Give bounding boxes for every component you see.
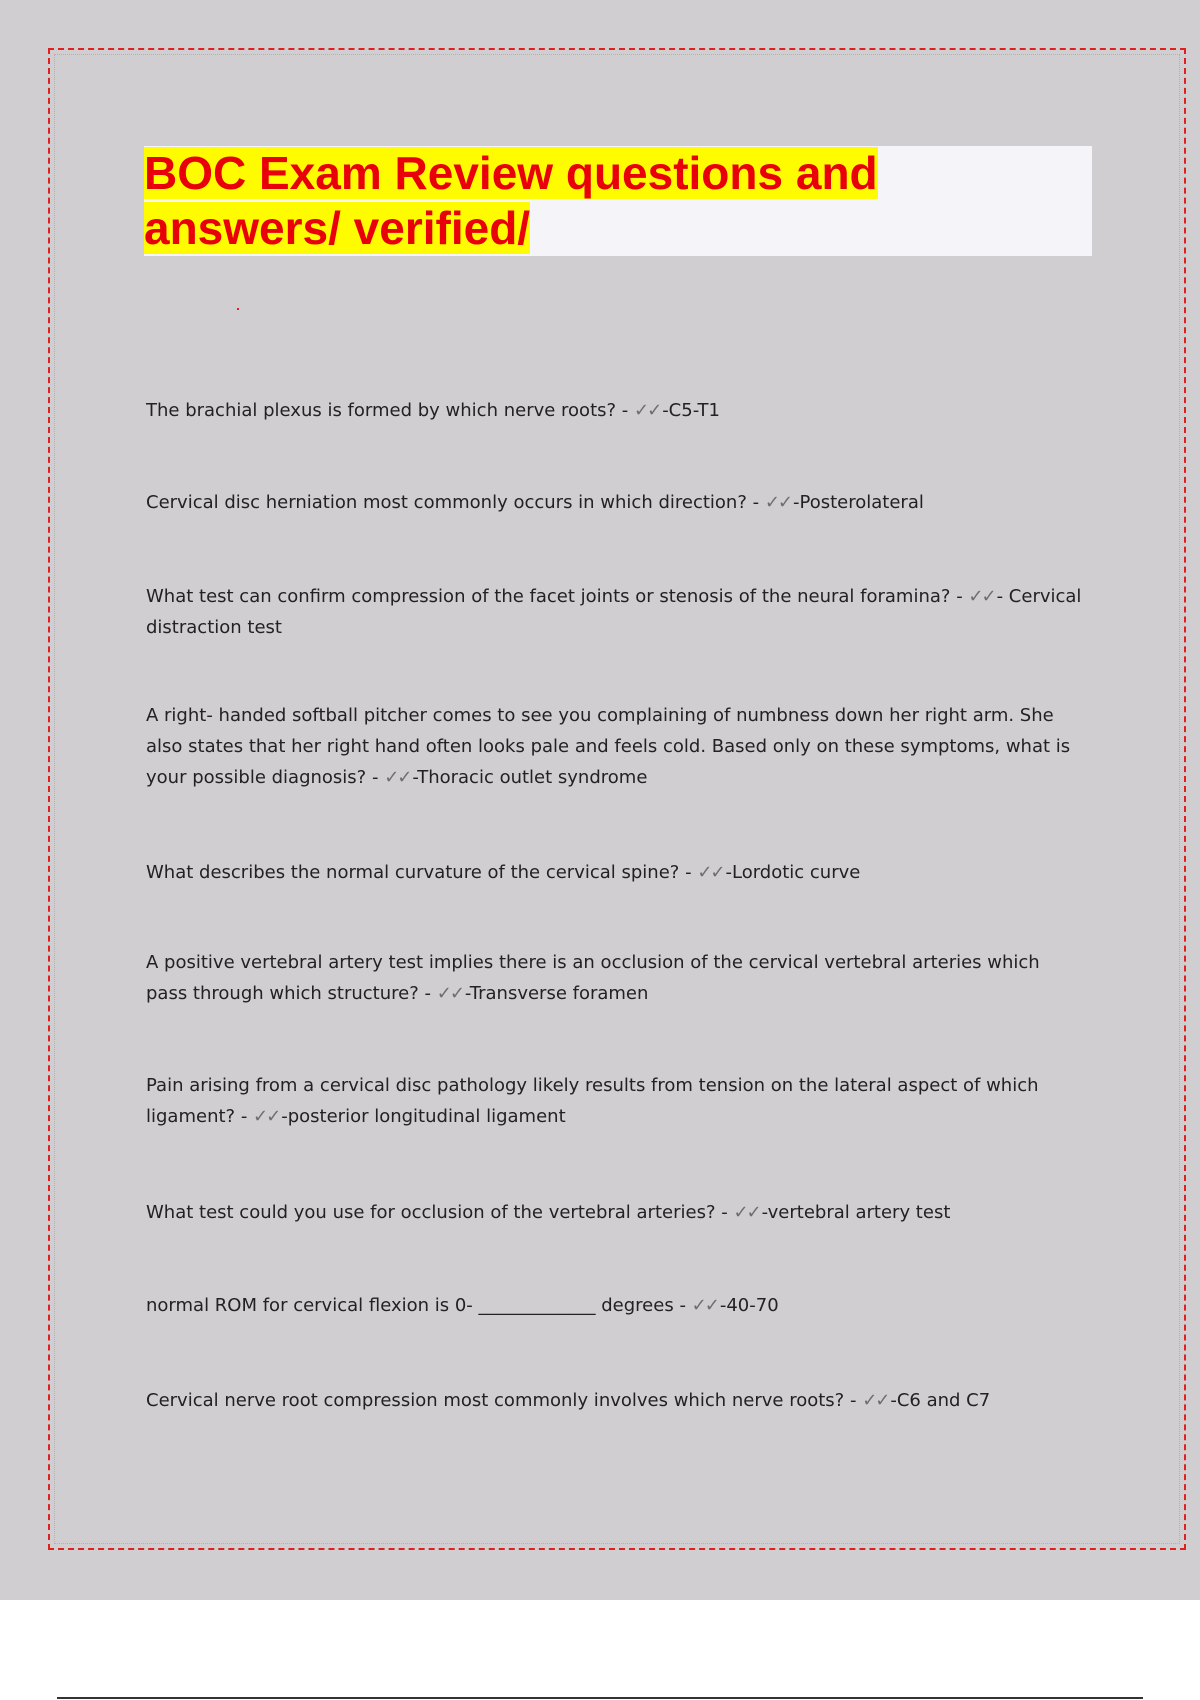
- qa-item: [146, 1385, 1086, 1416]
- title-line-1: BOC Exam Review questions and: [144, 147, 878, 199]
- red-dot-mark: [237, 308, 239, 310]
- qa-item: [146, 857, 1086, 888]
- double-check-icon: ✓✓: [436, 983, 463, 1004]
- question-text: Pain arising from a cervical disc pathology likely results from tension on the lateral aspect of which ligament?: [146, 1075, 1039, 1127]
- answer-text: -vertebral artery test: [761, 1202, 951, 1223]
- question-text: A right- handed softball pitcher comes to see you complaining of numbness down her right arm. She also states that her right hand often looks pale and feels cold. Based only on these symptoms, what is your possible diagnosis?: [146, 705, 1071, 788]
- qa-item: [146, 487, 1086, 518]
- question-text: What describes the normal curvature of the cervical spine?: [146, 862, 680, 883]
- separator: -: [235, 1106, 254, 1127]
- qa-item: [146, 581, 1086, 643]
- title-line-2: answers/ verified/: [144, 202, 531, 254]
- qa-item: [146, 1197, 1086, 1228]
- separator: -: [418, 983, 437, 1004]
- answer-text: -40-70: [719, 1295, 779, 1316]
- answer-text: -C5-T1: [662, 400, 720, 421]
- qa-item: [146, 1070, 1086, 1132]
- separator: -: [950, 586, 969, 607]
- qa-item: [146, 947, 1086, 1009]
- double-check-icon: ✓✓: [733, 1202, 760, 1223]
- question-text: What test can confirm compression of the facet joints or stenosis of the neural foramina?: [146, 586, 951, 607]
- double-check-icon: ✓✓: [968, 586, 995, 607]
- separator: -: [844, 1390, 863, 1411]
- double-check-icon: ✓✓: [691, 1295, 718, 1316]
- answer-text: -C6 and C7: [890, 1390, 991, 1411]
- answer-text: -Lordotic curve: [725, 862, 861, 883]
- question-text: The brachial plexus is formed by which nerve roots?: [146, 400, 617, 421]
- question-text: What test could you use for occlusion of the vertebral arteries?: [146, 1202, 716, 1223]
- double-check-icon: ✓✓: [697, 862, 724, 883]
- footer-rule: [57, 1697, 1143, 1699]
- double-check-icon: ✓✓: [862, 1390, 889, 1411]
- double-check-icon: ✓✓: [384, 767, 411, 788]
- qa-item: [146, 700, 1086, 793]
- double-check-icon: ✓✓: [764, 492, 792, 513]
- separator: -: [679, 862, 698, 883]
- double-check-icon: ✓✓: [634, 400, 661, 421]
- question-text: Cervical disc herniation most commonly occurs in which direction?: [146, 492, 747, 513]
- answer-text: -Thoracic outlet syndrome: [412, 767, 648, 788]
- qa-item: [146, 1290, 1086, 1321]
- document-title: [144, 146, 934, 256]
- separator: -: [616, 400, 635, 421]
- qa-item: [146, 395, 1086, 426]
- question-text: A positive vertebral artery test implies there is an occlusion of the cervical vertebral arteries which pass through which structure?: [146, 952, 1040, 1004]
- answer-text: - Cervical distraction test: [146, 586, 1082, 638]
- separator: -: [673, 1295, 692, 1316]
- separator: -: [746, 492, 765, 513]
- answer-text: -Posterolateral: [793, 492, 924, 513]
- answer-text: -Transverse foramen: [464, 983, 649, 1004]
- question-text: Cervical nerve root compression most commonly involves which nerve roots?: [146, 1390, 845, 1411]
- double-check-icon: ✓✓: [253, 1106, 280, 1127]
- separator: -: [366, 767, 385, 788]
- page-border: [48, 48, 1186, 1550]
- separator: -: [715, 1202, 734, 1223]
- answer-text: -posterior longitudinal ligament: [281, 1106, 566, 1127]
- question-text: normal ROM for cervical flexion is 0- _____________ degrees: [146, 1295, 674, 1316]
